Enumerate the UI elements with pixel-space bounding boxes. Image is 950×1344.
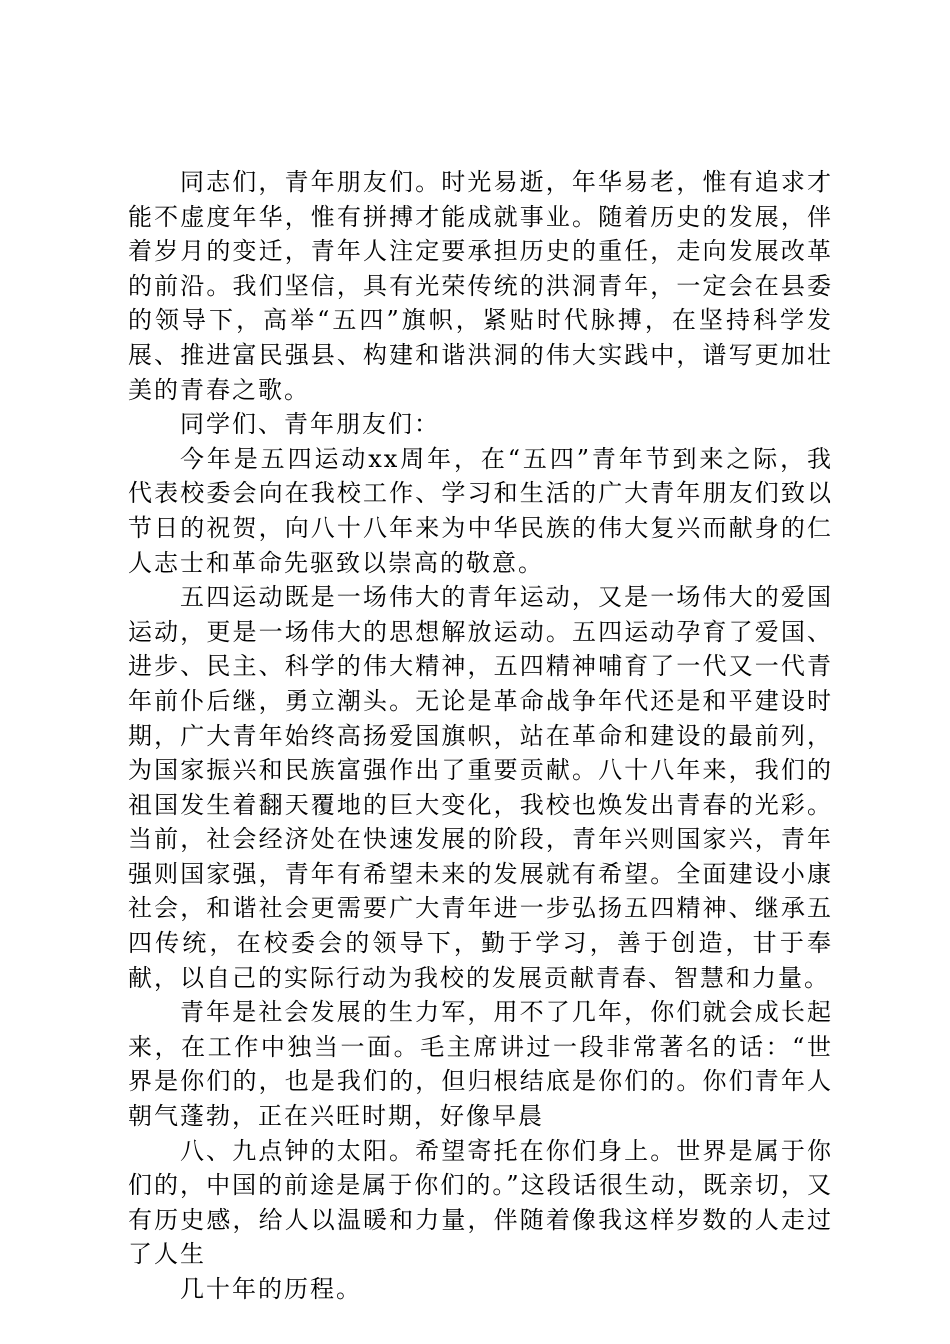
paragraph: 八、九点钟的太阳。希望寄托在你们身上。世界是属于你们的，中国的前途是属于你们的。”这段话很生动，既亲切，又有历史感，给人以温暖和力量，伴随着像我这样岁数的人走过了人生 — [128, 1136, 833, 1269]
paragraph: 同志们，青年朋友们。时光易逝，年华易老，惟有追求才能不虚度年华，惟有拼搏才能成就事业。随着历史的发展，伴着岁月的变迁，青年人注定要承担历史的重任，走向发展改革的前沿。我们坚信，具有光荣传统的洪洞青年，一定会在县委的领导下，高举“五四”旗帜，紧贴时代脉搏，在坚持科学发展、推进富民强县、构建和谐洪洞的伟大实践中，谱写更加壮美的青春之歌。 — [128, 168, 833, 404]
document-body — [128, 165, 833, 1307]
paragraph: 同学们、青年朋友们： — [180, 410, 440, 439]
paragraph: 五四运动既是一场伟大的青年运动，又是一场伟大的爱国运动，更是一场伟大的思想解放运动。五四运动孕育了爱国、进步、民主、科学的伟大精神，五四精神哺育了一代又一代青年前仆后继，勇立潮头。无论是革命战争年代还是和平建设时期，广大青年始终高扬爱国旗帜，站在革命和建设的最前列，为国家振兴和民族富强作出了重要贡献。八十八年来，我们的祖国发生着翻天覆地的巨大变化，我校也焕发出青春的光彩。当前，社会经济处在快速发展的阶段，青年兴则国家兴，青年强则国家强，青年有希望未来的发展就有希望。全面建设小康社会，和谐社会更需要广大青年进一步弘扬五四精神、继承五四传统，在校委会的领导下，勤于学习，善于创造，甘于奉献，以自己的实际行动为我校的发展贡献青春、智慧和力量。 — [128, 583, 833, 992]
paragraph: 青年是社会发展的生力军，用不了几年，你们就会成长起来，在工作中独当一面。毛主席讲过一段非常著名的话：“世界是你们的，也是我们的，但归根结底是你们的。你们青年人朝气蓬勃，正在兴旺时期，好像早晨 — [128, 998, 833, 1131]
paragraph: 几十年的历程。 — [180, 1275, 362, 1303]
paragraph: 今年是五四运动xx周年，在“五四”青年节到来之际，我代表校委会向在我校工作、学习和生活的广大青年朋友们致以节日的祝贺，向八十八年来为中华民族的伟大复兴而献身的仁人志士和革命先驱致以崇高的敬意。 — [128, 444, 833, 577]
